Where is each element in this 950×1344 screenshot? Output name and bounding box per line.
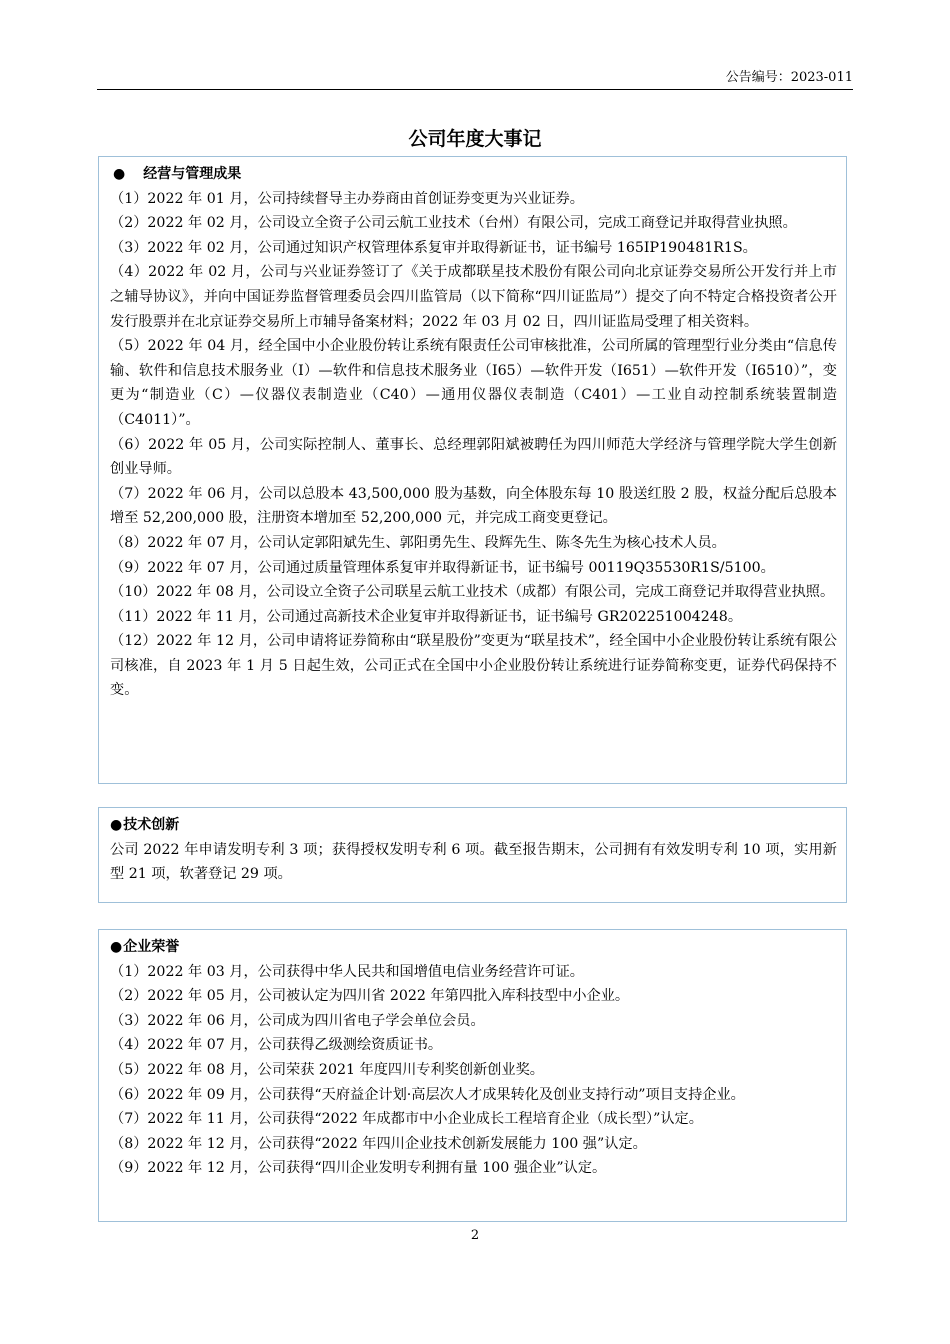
section-heading-label: 企业荣誉 (123, 939, 180, 955)
section-technical-innovation (98, 807, 847, 903)
list-item: （7）2022 年 06 月，公司以总股本 43,500,000 股为基数，向全体股东每 10 股送红股 2 股，权益分配后总股本增至 52,200,000 股，注册资本增加至 52,200,000 元，并完成工商变更登记。 (110, 485, 837, 527)
section-heading (110, 935, 837, 960)
list-item: （3）2022 年 06 月，公司成为四川省电子学会单位会员。 (110, 1012, 485, 1029)
list-item: （3）2022 年 02 月，公司通过知识产权管理体系复审并取得新证书，证书编号 165IP190481R1S。 (110, 239, 757, 256)
list-item: （2）2022 年 05 月，公司被认定为四川省 2022 年第四批入库科技型中小企业。 (110, 988, 630, 1005)
list-item: 公司 2022 年申请发明专利 3 项；获得授权发明专利 6 项。截至报告期末，公司拥有有效发明专利 10 项，实用新型 21 项，软著登记 29 项。 (110, 841, 837, 883)
header-divider (97, 89, 853, 90)
bullet-icon: ● (110, 939, 123, 955)
bullet-icon: ● (113, 166, 126, 182)
list-item: （1）2022 年 01 月，公司持续督导主办券商由首创证券变更为兴业证券。 (110, 190, 584, 207)
page-title: 公司年度大事记 (408, 128, 542, 150)
list-item: （5）2022 年 08 月，公司荣获 2021 年度四川专利奖创新创业奖。 (110, 1061, 544, 1078)
list-item: （5）2022 年 04 月，经全国中小企业股份转让系统有限责任公司审核批准，公司所属的管理型行业分类由“信息传输、软件和信息技术服务业（I）—软件和信息技术服务业（I65）—软件开发（I651）—软件开发（I6510）”，变更为“制造业（C）—仪器仪表制造业（C40）—通用仪器仪表制造（C401）—工业自动控制系统装置制造（C4011）”。 (110, 338, 837, 428)
section-heading-label: 技术创新 (123, 817, 180, 833)
list-item: （1）2022 年 03 月，公司获得中华人民共和国增值电信业务经营许可证。 (110, 963, 584, 980)
list-item: （4）2022 年 07 月，公司获得乙级测绘资质证书。 (110, 1037, 443, 1054)
list-item: （8）2022 年 12 月，公司获得“2022 年四川企业技术创新发展能力 100 强”认定。 (110, 1135, 647, 1152)
section-corporate-honors (98, 929, 847, 1222)
list-item: （11）2022 年 11 月，公司通过高新技术企业复审并取得新证书，证书编号 GR202251004248。 (110, 608, 743, 625)
list-item: （9）2022 年 07 月，公司通过质量管理体系复审并取得新证书，证书编号 00119Q35530R1S/5100。 (110, 559, 775, 576)
list-item: （4）2022 年 02 月，公司与兴业证券签订了《关于成都联星技术股份有限公司向北京证券交易所公开发行并上市之辅导协议》，并向中国证券监督管理委员会四川监管局（以下简称“四川证监局”）提交了向不特定合格投资者公开发行股票并在北京证券交易所上市辅导备案材料；2022 年 03 月 02 日，四川证监局受理了相关资料。 (110, 264, 837, 330)
list-item: （6）2022 年 09 月，公司获得“天府益企计划·高层次人才成果转化及创业支持行动”项目支持企业。 (110, 1086, 745, 1103)
section-heading-label: 经营与管理成果 (143, 166, 242, 182)
list-item: （9）2022 年 12 月，公司获得“四川企业发明专利拥有量 100 强企业”认定。 (110, 1160, 607, 1177)
section-heading (110, 813, 837, 838)
list-item: （12）2022 年 12 月，公司申请将证券简称由“联星股份”变更为“联星技术”，经全国中小企业股份转让系统有限公司核准，自 2023 年 1 月 5 日起生效，公司正式在全国中小企业股份转让系统进行证券简称变更，证券代码保持不变。 (110, 633, 837, 699)
announcement-code: 公告编号：2023-011 (725, 70, 853, 85)
section-operations-management (98, 156, 847, 784)
section-heading (110, 162, 837, 187)
list-item: （7）2022 年 11 月，公司获得“2022 年成都市中小企业成长工程培育企业（成长型）”认定。 (110, 1111, 703, 1128)
list-item: （10）2022 年 08 月，公司设立全资子公司联星云航工业技术（成都）有限公司，完成工商登记并取得营业执照。 (110, 584, 835, 601)
list-item: （2）2022 年 02 月，公司设立全资子公司云航工业技术（台州）有限公司，完成工商登记并取得营业执照。 (110, 215, 797, 232)
list-item: （6）2022 年 05 月，公司实际控制人、董事长、总经理郭阳斌被聘任为四川师范大学经济与管理学院大学生创新创业导师。 (110, 436, 837, 478)
page-number: 2 (470, 1228, 480, 1243)
list-item: （8）2022 年 07 月，公司认定郭阳斌先生、郭阳勇先生、段辉先生、陈冬先生为核心技术人员。 (110, 534, 726, 551)
bullet-icon: ● (110, 817, 123, 833)
